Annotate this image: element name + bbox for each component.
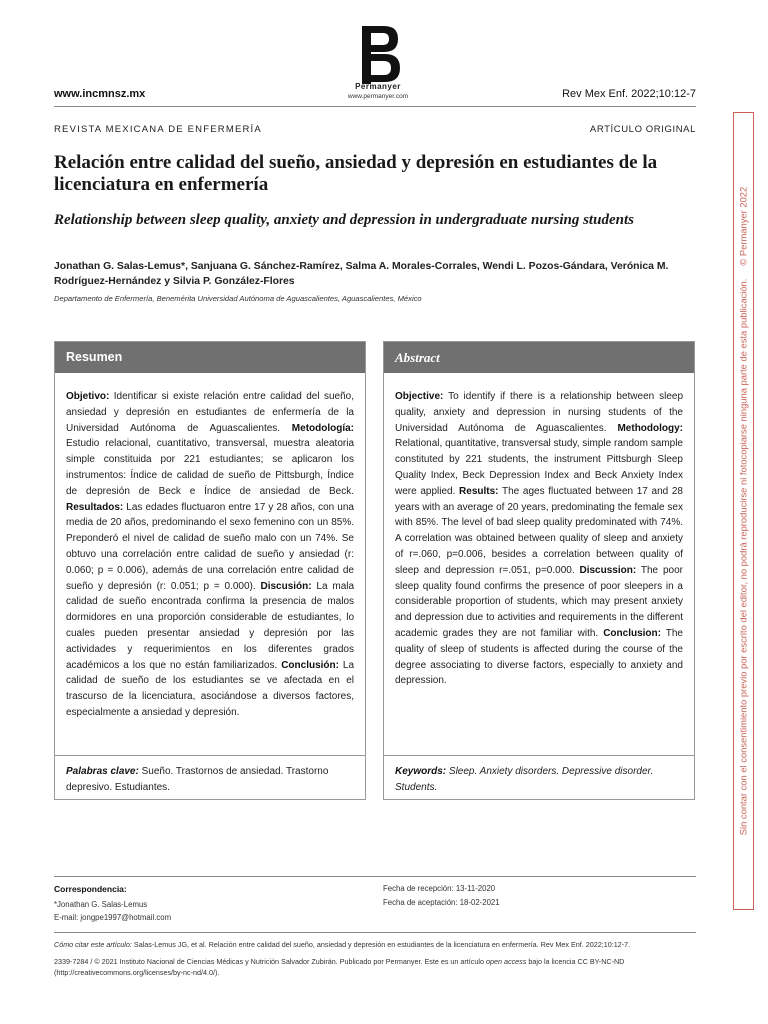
resultados-label: Resultados: bbox=[66, 501, 124, 513]
license-notice bbox=[54, 956, 702, 978]
methodology-text: Relational, quantitative, transversal study, simple random sample constituted by 221 students, the instrument Pittsburgh Sleep Quality Index, Beck Depression Index and Beck Anxiety Index were applied. bbox=[395, 438, 683, 497]
site-link[interactable]: www.incmnsz.mx bbox=[54, 88, 146, 100]
author-list: Jonathan G. Salas-Lemus*, Sanjuana G. Sánchez-Ramírez, Salma A. Morales-Corrales, Wendi L. Pozos-Gándara, Verónica M. Rodríguez-Hernández y Silvia P. González-Flores bbox=[54, 261, 669, 287]
resumen-heading: Resumen bbox=[55, 342, 365, 373]
methodology-label: Methodology: bbox=[617, 422, 684, 434]
license-text-pre: 2339-7284 / © 2021 Instituto Nacional de Ciencias Médicas y Nutrición Salvador Zubirán. Publicado por Permanyer. Este es un artículo bbox=[54, 957, 484, 966]
results-label: Results: bbox=[459, 485, 499, 497]
resumen-keywords bbox=[66, 764, 354, 796]
license-text-post[interactable]: bajo la licencia CC BY-NC-ND (http://creativecommons.org/licenses/by-nc-nd/4.0/). bbox=[54, 957, 625, 977]
how-to-cite-text: Salas-Lemus JG, et al. Relación entre calidad del sueño, ansiedad y depresión en estudiantes de la licenciatura en enfermería. Rev Mex Enf. 2022;10:12-7. bbox=[133, 940, 631, 949]
resultados-text: Las edades fluctuaron entre 17 y 28 años, con una media de 20 años, predominando el sexo femenino con un 85%. Preponderó el nivel de calidad de sueño malo con un 74%. Se obtuvo una correlación entre calidad de sueño y ansiedad (r: 0.060; p = 0.006), además de una correlación entre calidad de sueño y depresión (r: 0.051; p = 0.000). bbox=[66, 501, 354, 592]
conclusion-en-text: The quality of sleep of students is affected during the course of the degree associating to diverse factors, especially to anxiety and depression. bbox=[395, 627, 683, 687]
keywords-text: Sleep. Anxiety disorders. Depressive disorder. Students. bbox=[395, 766, 654, 793]
journal-citation: Rev Mex Enf. 2022;10:12-7 bbox=[562, 88, 696, 100]
journal-name: REVISTA MEXICANA DE ENFERMERÍA bbox=[54, 124, 262, 135]
abstract-heading: Abstract bbox=[384, 342, 694, 373]
abstract-box bbox=[383, 341, 695, 800]
correspondence-name: *Jonathan G. Salas-Lemus bbox=[54, 900, 148, 909]
publisher-url[interactable]: www.permanyer.com bbox=[347, 93, 409, 100]
copyright-notice: Sin contar con el consentimiento previo por escrito del editor, no podrá reproducirse ni fotocopiarse ninguna parte de esta publicación. © Permanyer 2022 bbox=[737, 186, 749, 836]
abstract-body bbox=[395, 389, 683, 689]
palabras-clave-text: Sueño. Trastornos de ansiedad. Trastorno depresivo. Estudiantes. bbox=[66, 766, 329, 793]
abstract-divider bbox=[384, 755, 694, 756]
results-text: The ages fluctuated between 17 and 28 years with an average of 20 years, predominating the female sex with 85%. The level of bad sleep quality predominated with 74%. A correlation was obtained between quality of sleep and anxiety of r=.060, p=0.006, besides a correlation between quality of sleep and depression r=.051, p=0.000. bbox=[395, 485, 683, 576]
open-access-label: open access bbox=[486, 957, 527, 966]
title-spanish: Relación entre calidad del sueño, ansiedad y depresión en estudiantes de la licenciatura en enfermería bbox=[54, 152, 658, 195]
header-divider bbox=[54, 106, 696, 107]
discusion-label: Discusión: bbox=[260, 580, 312, 592]
metodologia-text: Estudio relacional, cuantitativo, transversal, muestra aleatoria simple constituida por 221 estudiantes; se aplicaron los instrumentos: Índice de calidad de sueño de Pittsburgh, Índice de depresión de Beck e Índice de ansiedad de Beck. bbox=[66, 438, 354, 497]
resumen-body bbox=[66, 389, 354, 721]
correspondence-divider bbox=[54, 876, 696, 877]
objective-text: To identify if there is a relationship between sleep quality, anxiety and depression in nursing students of the Universidad Autónoma de Aguascalientes. bbox=[395, 391, 683, 434]
publisher-name: Permanyer bbox=[355, 82, 401, 91]
objetivo-label: Objetivo: bbox=[66, 391, 110, 402]
discusion-text: La mala calidad de sueño encontrada confirma la presencia de malos dormidores en una proporción considerable de estudiantes, lo cuales pueden presentar ansiedad y depresión por las actividades y requerimientos en los diferentes grados académicos a los que no están familiarizados. bbox=[66, 580, 355, 671]
metodologia-label: Metodología: bbox=[291, 422, 355, 434]
how-to-cite-label: Cómo citar este artículo: bbox=[54, 940, 132, 949]
title-english: Relationship between sleep quality, anxiety and depression in undergraduate nursing students bbox=[54, 212, 634, 228]
correspondence-title: Correspondencia: bbox=[54, 884, 127, 894]
abstract-keywords bbox=[395, 764, 683, 796]
affiliation: Departamento de Enfermería, Benemérita Universidad Autónoma de Aguascalientes, Aguascalientes, México bbox=[54, 294, 422, 303]
discussion-label: Discussion: bbox=[579, 564, 637, 576]
conclusion-label: Conclusión: bbox=[281, 659, 339, 671]
discussion-text: The poor sleep quality found confirms the presence of poor sleepers in a considerable proportion of students, which may present anxiety and depression due to activities and requirements in the different academic grades they are not familiar with. bbox=[395, 564, 683, 639]
objective-label: Objective: bbox=[395, 391, 444, 402]
permanyer-logo-icon bbox=[360, 26, 400, 84]
footer-divider bbox=[54, 932, 696, 933]
date-accepted: Fecha de aceptación: 18-02-2021 bbox=[383, 898, 500, 907]
correspondence-email[interactable]: E-mail: jongpe1997@hotmail.com bbox=[54, 913, 172, 922]
conclusion-text: La calidad de sueño de los estudiantes se ve afectada en el trascurso de la licenciatura, asociándose a diversos factores, especialmente a ansiedad y depresión. bbox=[66, 659, 355, 718]
conclusion-en-label: Conclusion: bbox=[603, 627, 661, 639]
objetivo-text: Identificar si existe relación entre calidad del sueño, ansiedad y depresión en estudiantes de enfermería de la Universidad Autónoma de Aguascalientes. bbox=[66, 391, 354, 434]
resumen-box bbox=[54, 341, 366, 800]
date-received: Fecha de recepción: 13-11-2020 bbox=[383, 884, 496, 893]
resumen-divider bbox=[55, 755, 365, 756]
article-type: ARTÍCULO ORIGINAL bbox=[589, 124, 696, 135]
keywords-label: Keywords: bbox=[395, 766, 447, 777]
palabras-clave-label: Palabras clave: bbox=[66, 766, 139, 777]
how-to-cite bbox=[54, 940, 714, 949]
